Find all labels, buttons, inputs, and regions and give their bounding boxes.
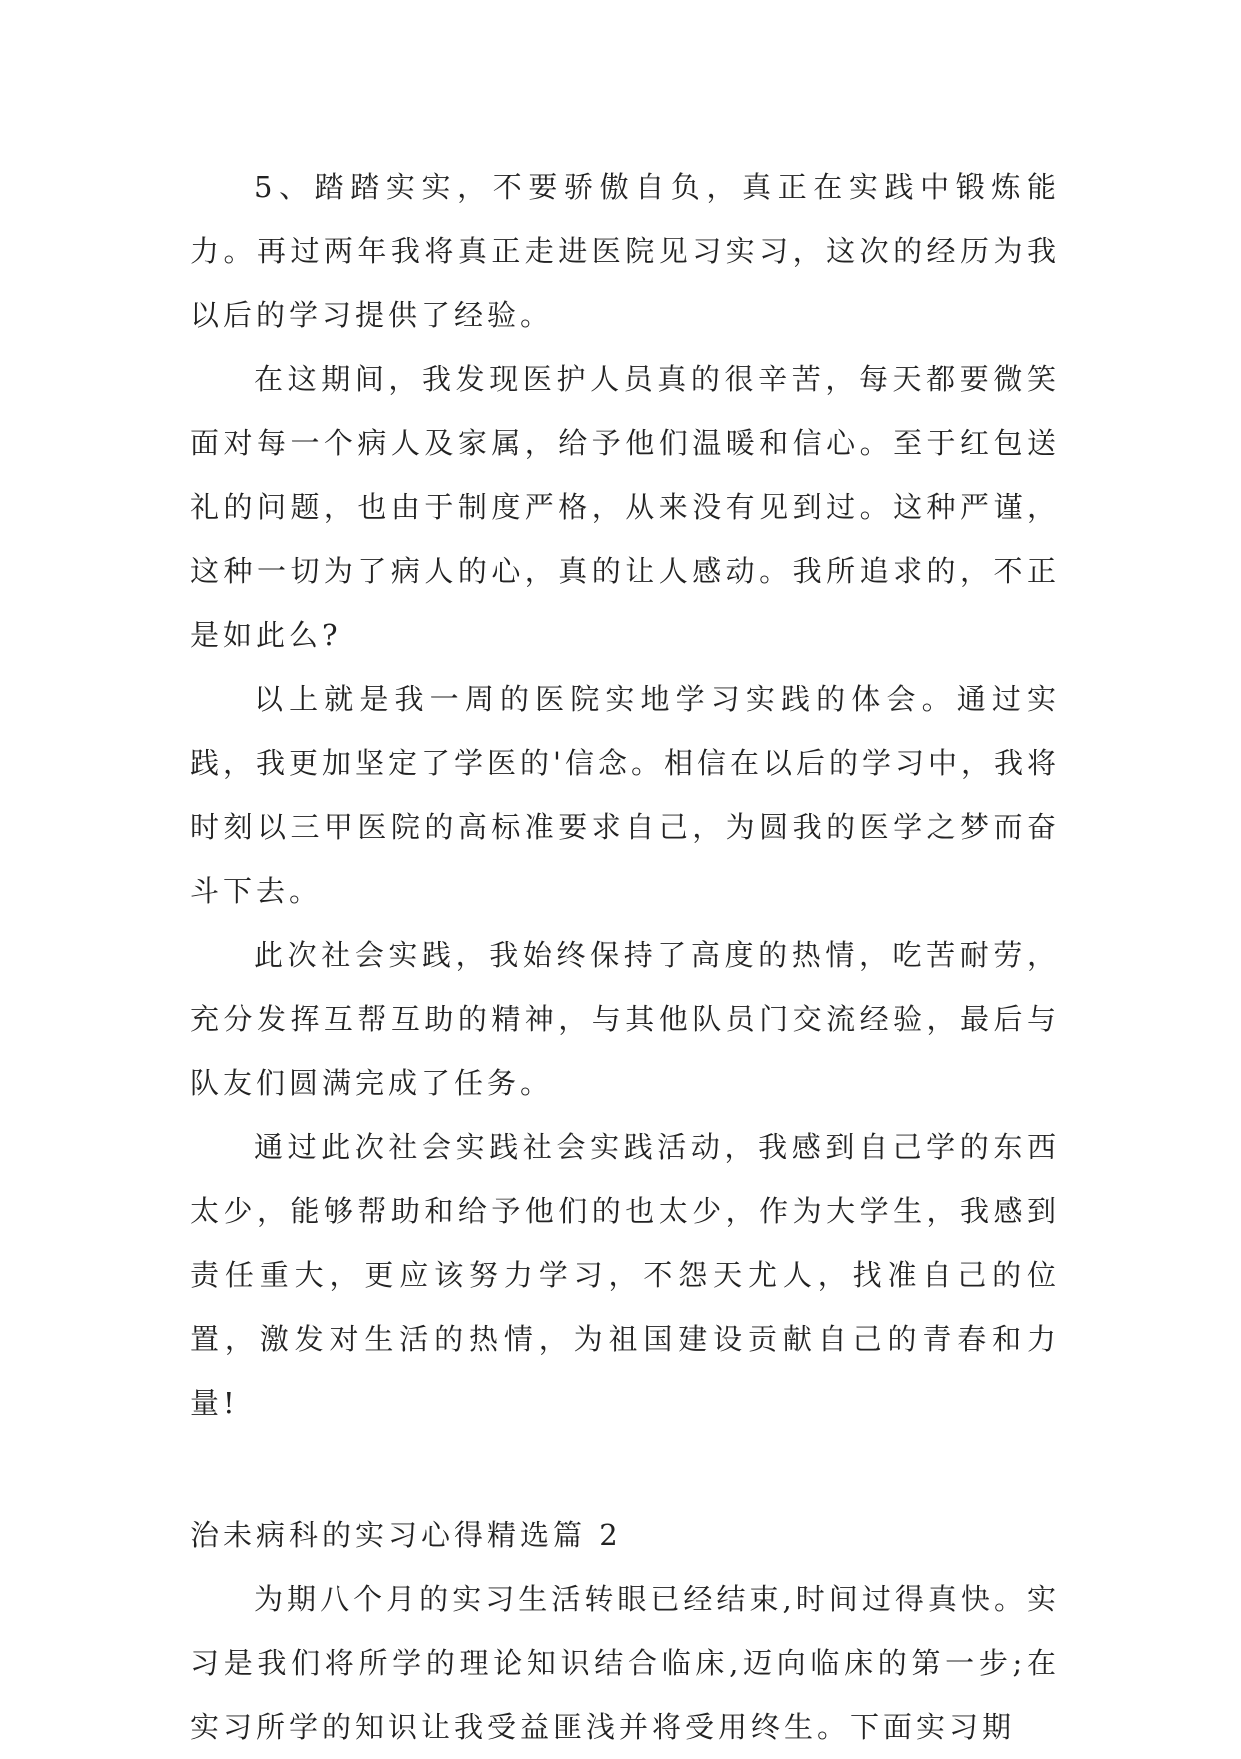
paragraph-weekly-summary: 以上就是我一周的医院实地学习实践的体会。通过实践，我更加坚定了学医的'信念。相信在以后的学习中，我将时刻以三甲医院的高标准要求自己，为圆我的医学之梦而奋斗下去。 [190, 682, 1060, 908]
section-heading: 治未病科的实习心得精选篇 2 [190, 1518, 622, 1552]
paragraph-internship-intro: 为期八个月的实习生活转眼已经结束,时间过得真快。实习是我们将所学的理论知识结合临床,迈向临床的第一步;在实习所学的知识让我受益匪浅并将受用终生。下面实习期 [190, 1582, 1060, 1744]
paragraph-social-practice: 此次社会实践，我始终保持了高度的热情，吃苦耐劳，充分发挥互帮互助的精神，与其他队员门交流经验，最后与队友们圆满完成了任务。 [190, 938, 1060, 1100]
paragraph-practice-advice: 5、踏踏实实，不要骄傲自负，真正在实践中锻炼能力。再过两年我将真正走进医院见习实习，这次的经历为我以后的学习提供了经验。 [190, 170, 1060, 332]
document-body [190, 155, 1060, 1759]
paragraph-medical-staff: 在这期间，我发现医护人员真的很辛苦，每天都要微笑面对每一个病人及家属，给予他们温暖和信心。至于红包送礼的问题，也由于制度严格，从来没有见到过。这种严谨，这种一切为了病人的心，真的让人感动。我所追求的，不正是如此么? [190, 362, 1060, 652]
paragraph-conclusion: 通过此次社会实践社会实践活动，我感到自己学的东西太少，能够帮助和给予他们的也太少，作为大学生，我感到责任重大，更应该努力学习，不怨天尤人，找准自己的位置，激发对生活的热情，为祖国建设贡献自己的青春和力量! [190, 1130, 1060, 1420]
